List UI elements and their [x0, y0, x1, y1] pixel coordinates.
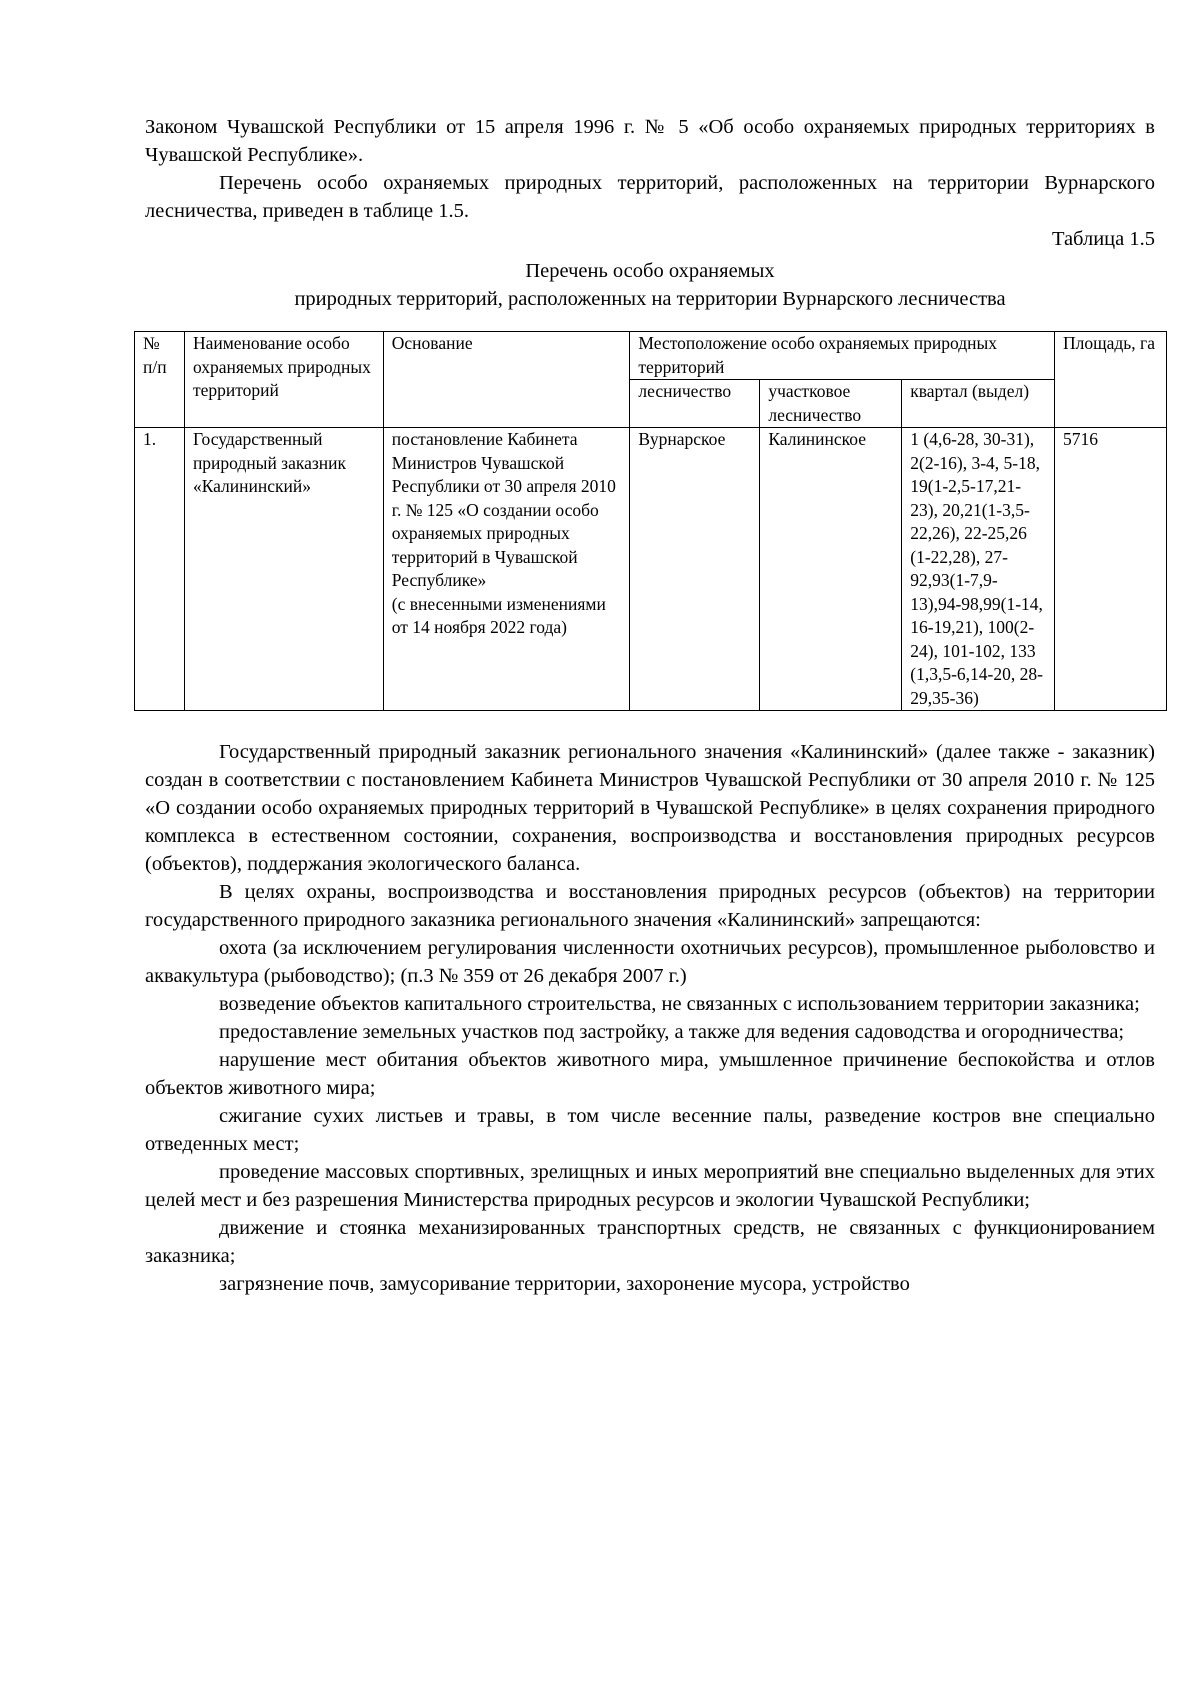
cell-basis-note: (с внесенными изменениями от 14 ноября 2022 года) — [391, 593, 606, 637]
prohibition-item-2: возведение объектов капитального строительства, не связанных с использованием территории заказника; — [219, 993, 1140, 1015]
cell-forestry: Вурнарское — [630, 428, 760, 711]
header-name: Наименование особо охраняемых природных территорий — [184, 332, 383, 428]
cell-area: 5716 — [1055, 428, 1167, 711]
header-district: участковое лесничество — [760, 380, 902, 428]
intro-paragraph-1: Законом Чувашской Республики от 15 апреля 1996 г. № 5 «Об особо охраняемых природных территориях в Чувашской Республике». — [145, 116, 1155, 166]
body-paragraph-2: В целях охраны, воспроизводства и восстановления природных ресурсов (объектов) на территории государственного природного заказника регионального значения «Калининский» запрещаются: — [145, 881, 1155, 931]
table-title-line-2: природных территорий, расположенных на территории Вурнарского лесничества — [294, 288, 1006, 310]
header-area: Площадь, га — [1055, 332, 1167, 428]
prohibition-item-1: охота (за исключением регулирования численности охотничьих ресурсов), промышленное рыболовство и аквакультура (рыбоводство); (п.3 № 359 от 26 декабря 2007 г.) — [145, 937, 1155, 987]
header-forestry: лесничество — [630, 380, 760, 428]
prohibition-item-5: сжигание сухих листьев и травы, в том числе весенние палы, разведение костров вне специально отведенных мест; — [145, 1105, 1155, 1155]
table-row — [135, 428, 1167, 711]
table-label: Таблица 1.5 — [1051, 228, 1155, 250]
header-num: № п/п — [135, 332, 185, 428]
header-basis: Основание — [383, 332, 630, 428]
header-quarter: квартал (выдел) — [902, 380, 1055, 428]
prohibition-item-7: движение и стоянка механизированных транспортных средств, не связанных с функционированием заказника; — [145, 1217, 1155, 1267]
body-paragraph-1: Государственный природный заказник регионального значения «Калининский» (далее также - заказник) создан в соответствии с постановлением Кабинета Министров Чувашской Республики от 30 апреля 2010 г. № 125 «О создании особо охраняемых природных территорий в Чувашской Республике» в целях сохранения природного комплекса в естественном состоянии, сохранения, воспроизводства и восстановления природных ресурсов (объектов), поддержания экологического баланса. — [145, 741, 1155, 875]
table-title-line-1: Перечень особо охраняемых — [525, 260, 775, 282]
prohibition-item-6: проведение массовых спортивных, зрелищных и иных мероприятий вне специально выделенных для этих целей мест и без разрешения Министерства природных ресурсов и экологии Чувашской Республики; — [145, 1161, 1155, 1211]
cell-quarter: 1 (4,6-28, 30-31), 2(2-16), 3-4, 5-18, 19(1-2,5-17,21-23), 20,21(1-3,5-22,26), 22-25,26 (1-22,28), 27-92,93(1-7,9-13),94-98,99(1-14, 16-19,21), 100(2-24), 101-102, 133 (1,3,5-6,14-20, 28-29,35-36) — [902, 428, 1055, 711]
header-location: Местоположение особо охраняемых природных территорий — [630, 332, 1055, 380]
cell-district: Калининское — [760, 428, 902, 711]
cell-basis — [383, 428, 630, 711]
protected-areas-table — [134, 331, 1167, 711]
prohibition-item-4: нарушение мест обитания объектов животного мира, умышленное причинение беспокойства и отлов объектов животного мира; — [145, 1049, 1155, 1099]
table-header-row — [135, 332, 1167, 380]
document-page — [145, 113, 1155, 1298]
prohibition-item-3: предоставление земельных участков под застройку, а также для ведения садоводства и огородничества; — [219, 1021, 1125, 1043]
prohibition-item-8: загрязнение почв, замусоривание территории, захоронение мусора, устройство — [219, 1273, 910, 1295]
intro-paragraph-2: Перечень особо охраняемых природных территорий, расположенных на территории Вурнарского лесничества, приведен в таблице 1.5. — [145, 172, 1155, 222]
cell-num: 1. — [135, 428, 185, 711]
cell-name: Государственный природный заказник «Калининский» — [184, 428, 383, 711]
cell-basis-text: постановление Кабинета Министров Чувашской Республики от 30 апреля 2010 г. № 125 «О создании особо охраняемых природных территорий в Чувашской Республике» — [391, 429, 616, 590]
